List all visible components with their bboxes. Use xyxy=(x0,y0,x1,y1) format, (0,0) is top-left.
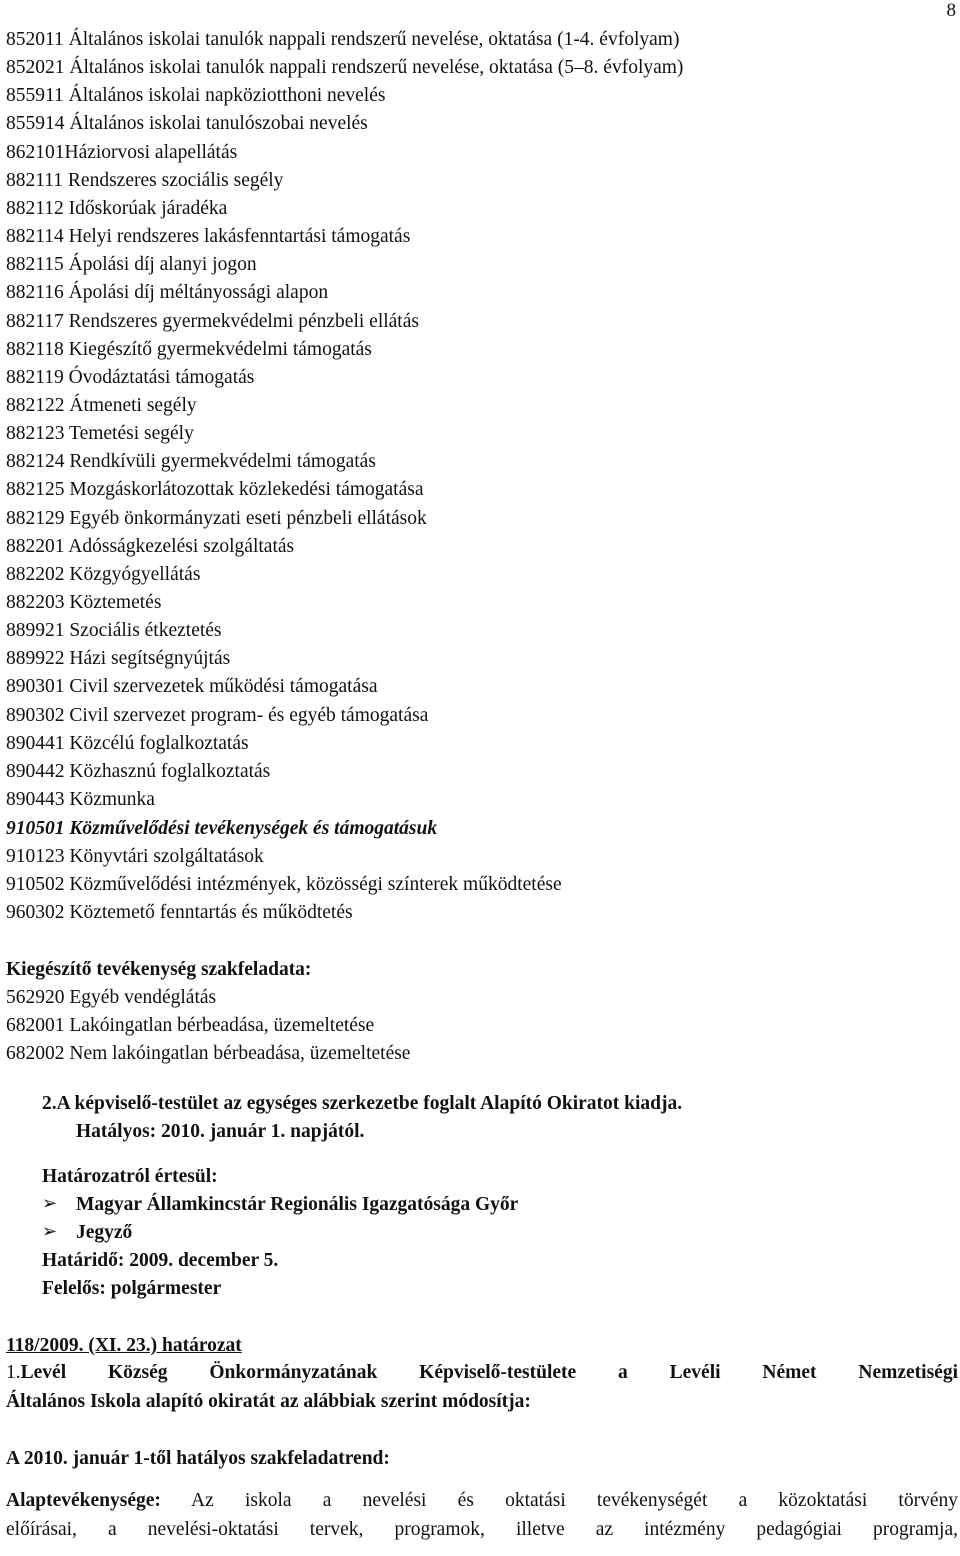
activity-line: 882202 Közgyógyellátás xyxy=(6,563,201,585)
point2-line1: 2.A képviselő-testület az egységes szerkezetbe foglalt Alapító Okiratot kiadja. xyxy=(42,1093,683,1114)
activity-line: 882123 Temetési segély xyxy=(6,423,194,445)
activity-line: 890441 Közcélú foglalkoztatás xyxy=(6,732,249,754)
activity-line: 882111 Rendszeres szociális segély xyxy=(6,169,284,191)
resolution-number: 118/2009. (XI. 23.) határozat xyxy=(6,1335,242,1356)
activity-line: 890302 Civil szervezet program- és egyéb támogatása xyxy=(6,704,429,726)
resolution-line1 xyxy=(6,1361,958,1385)
activity-line: 855911 Általános iskolai napköziotthoni nevelés xyxy=(6,85,386,107)
supplementary-heading: Kiegészítő tevékenység szakfeladata: xyxy=(6,959,312,980)
activity-line: 882125 Mozgáskorlátozottak közlekedési támogatása xyxy=(6,479,424,501)
supplementary-line: 562920 Egyéb vendéglátás xyxy=(6,987,217,1008)
activity-line: 890443 Közmunka xyxy=(6,789,155,811)
activity-line: 882124 Rendkívüli gyermekvédelmi támogatás xyxy=(6,451,376,473)
activity-line: 882203 Köztemetés xyxy=(6,592,162,613)
main-activity-text2: előírásai, a nevelési-oktatási tervek, programok, illetve az intézmény pedagógiai programja, xyxy=(6,1519,958,1540)
supplementary-line: 682001 Lakóingatlan bérbeadása, üzemeltetése xyxy=(6,1015,375,1037)
arrow-bullet-icon: ➢ xyxy=(42,1193,58,1213)
notify-heading: Határozatról értesül: xyxy=(42,1166,218,1187)
main-activity-label: Alaptevékenysége: xyxy=(6,1490,161,1511)
notify-item: Magyar Államkincstár Regionális Igazgatósága Győr xyxy=(76,1194,519,1215)
activity-line: 852021 Általános iskolai tanulók nappali rendszerű nevelése, oktatása (5–8. évfolyam) xyxy=(6,57,684,79)
activity-line: 855914 Általános iskolai tanulószobai nevelés xyxy=(6,113,368,135)
activity-line: 882119 Óvodáztatási támogatás xyxy=(6,366,255,388)
activity-line: 862101Háziorvosi alapellátás xyxy=(6,141,238,163)
activity-line: 882114 Helyi rendszeres lakásfenntartási támogatás xyxy=(6,226,411,248)
arrow-bullet-icon: ➢ xyxy=(42,1221,58,1241)
schedule-heading: A 2010. január 1-től hatályos szakfeladatrend: xyxy=(6,1448,390,1469)
activity-line: 882112 Időskorúak járadéka xyxy=(6,197,228,219)
main-activity-text1: Az iskola a nevelési és oktatási tevékenységét a közoktatási törvény xyxy=(191,1490,958,1511)
responsible: Felelős: polgármester xyxy=(42,1278,222,1299)
page-number: 8 xyxy=(946,0,956,21)
activity-line: 882117 Rendszeres gyermekvédelmi pénzbeli ellátás xyxy=(6,310,419,332)
activity-line: 882118 Kiegészítő gyermekvédelmi támogatás xyxy=(6,338,372,360)
resolution-text1: Levél Község Önkormányzatának Képviselő-testülete a Levéli Német Nemzetiségi xyxy=(20,1362,958,1383)
activity-line: 889921 Szociális étkeztetés xyxy=(6,620,222,642)
main-activity-line1 xyxy=(6,1489,958,1513)
notify-item: Jegyző xyxy=(76,1222,133,1243)
activity-line: 882129 Egyéb önkormányzati eseti pénzbeli ellátások xyxy=(6,507,427,529)
deadline: Határidő: 2009. december 5. xyxy=(42,1250,279,1271)
culture-line: 910123 Könyvtári szolgáltatások xyxy=(6,846,264,867)
resolution-prefix: 1. xyxy=(6,1362,21,1383)
activity-line: 882115 Ápolási díj alanyi jogon xyxy=(6,254,257,276)
activity-line: 890442 Közhasznú foglalkoztatás xyxy=(6,760,271,782)
culture-heading: 910501 Közművelődési tevékenységek és támogatásuk xyxy=(6,818,438,839)
point2-line2: Hatályos: 2010. január 1. napjától. xyxy=(76,1121,365,1142)
activity-line: 889922 Házi segítségnyújtás xyxy=(6,648,231,670)
supplementary-line: 682002 Nem lakóingatlan bérbeadása, üzemeltetése xyxy=(6,1043,411,1065)
activity-line: 882201 Adósságkezelési szolgáltatás xyxy=(6,535,295,557)
culture-line: 960302 Köztemető fenntartás és működtetés xyxy=(6,902,353,924)
activity-line: 890301 Civil szervezetek működési támogatása xyxy=(6,676,378,698)
culture-line: 910502 Közművelődési intézmények, közösségi színterek működtetése xyxy=(6,874,562,896)
resolution-line2: Általános Iskola alapító okiratát az alábbiak szerint módosítja: xyxy=(6,1391,531,1412)
activity-line: 852011 Általános iskolai tanulók nappali rendszerű nevelése, oktatása (1-4. évfolyam) xyxy=(6,29,680,50)
activity-line: 882116 Ápolási díj méltányossági alapon xyxy=(6,282,329,304)
activity-line: 882122 Átmeneti segély xyxy=(6,394,197,416)
